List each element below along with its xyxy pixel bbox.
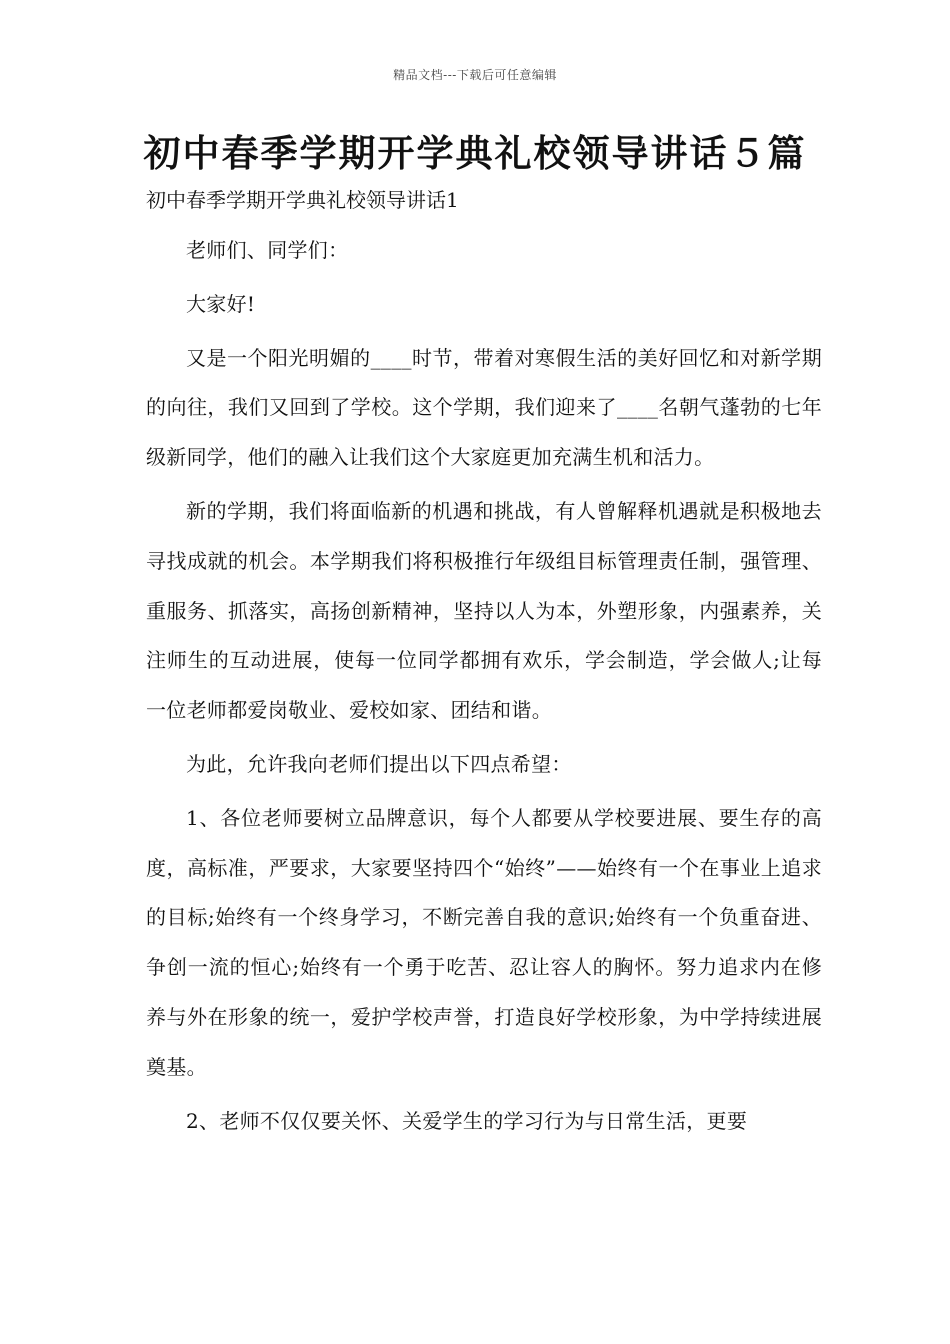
paragraph-hope-2: 2、老师不仅仅要关怀、关爱学生的学习行为与日常生活，更要 bbox=[186, 1108, 748, 1133]
paragraph-intro: 又是一个阳光明媚的____时节，带着对寒假生活的美好回忆和对新学期的向往，我们又回到了学校。这个学期，我们迎来了____名朝气蓬勃的七年级新同学，他们的融入让我们这个大家庭更加充满生机和活力。 bbox=[146, 345, 822, 470]
paragraph-greeting: 老师们、同学们： bbox=[186, 238, 349, 262]
document-title: 初中春季学期开学典礼校领导讲话５篇 bbox=[143, 132, 807, 175]
header-note: 精品文档---下载后可任意编辑 bbox=[393, 68, 557, 82]
paragraph-hopes-intro: 为此，允许我向老师们提出以下四点希望： bbox=[186, 751, 572, 776]
paragraph-hope-1: 1、各位老师要树立品牌意识，每个人都要从学校要进展、要生存的高度，高标准，严要求，大家要坚持四个“始终”——始终有一个在事业上追求的目标;始终有一个终身学习，不断完善自我的意识;始终有一个负重奋进、争创一流的恒心;始终有一个勇于吃苦、忍让容人的胸怀。努力追求内在修养与外在形象的统一，爱护学校声誉，打造良好学校形象，为中学持续进展奠基。 bbox=[146, 805, 822, 1079]
document-body bbox=[146, 226, 822, 1150]
section-subtitle: 初中春季学期开学典礼校领导讲话1 bbox=[146, 188, 459, 212]
paragraph-hello: 大家好! bbox=[186, 291, 256, 316]
paragraph-new-semester: 新的学期，我们将面临新的机遇和挑战，有人曾解释机遇就是积极地去寻找成就的机会。本学期我们将积极推行年级组目标管理责任制，强管理、重服务、抓落实，高扬创新精神，坚持以人为本，外塑形象，内强素养，关注师生的互动进展，使每一位同学都拥有欢乐，学会制造，学会做人;让每一位老师都爱岗敬业、爱校如家、团结和谐。 bbox=[146, 498, 822, 723]
